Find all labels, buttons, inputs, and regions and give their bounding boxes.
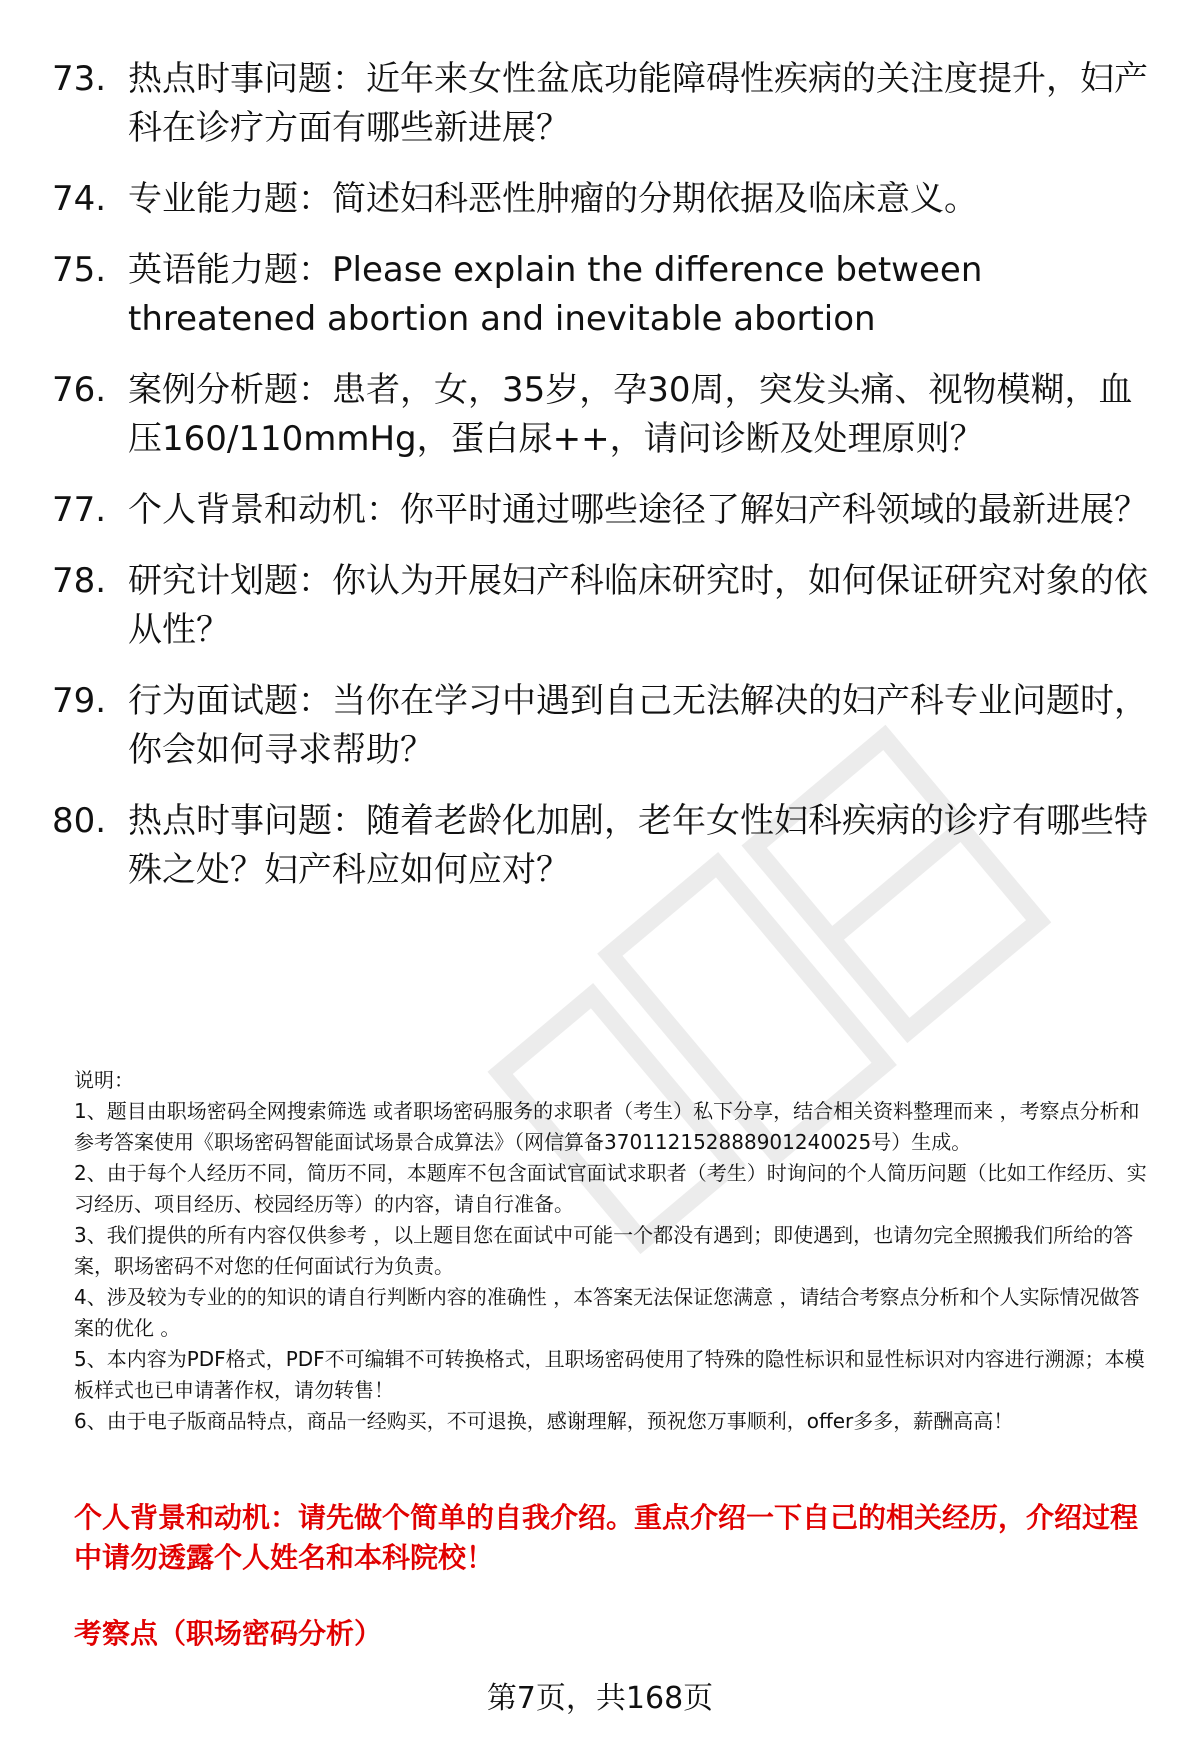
notes-section: [74, 1065, 1159, 1437]
question-text: 专业能力题：简述妇科恶性肿瘤的分期依据及临床意义。: [128, 179, 978, 219]
note-item: 4、涉及较为专业的的知识的请自行判断内容的准确性 ，本答案无法保证您满意 ，请结合考察点分析和个人实际情况做答案的优化 。: [74, 1285, 1140, 1340]
note-item: 3、我们提供的所有内容仅供参考 ，以上题目您在面试中可能一个都没有遇到；即使遇到，也请勿完全照搬我们所给的答案，职场密码不对您的任何面试行为负责。: [74, 1223, 1134, 1278]
question-text: 英语能力题：Please explain the difference between threatened abortion and inevitable abortion: [128, 250, 983, 339]
question-item: [52, 557, 1162, 655]
question-list: [52, 55, 1162, 895]
note-item: 1、题目由职场密码全网搜索筛选 或者职场密码服务的求职者（考生）私下分享，结合相关资料整理而来 ，考察点分析和参考答案使用《职场密码智能面试场景合成算法》（网信算备370112152888901240025号）生成。: [74, 1099, 1140, 1154]
question-number: 76.: [52, 370, 107, 410]
page-footer: 第7页，共168页: [486, 1681, 714, 1716]
question-number: 79.: [52, 681, 107, 721]
question-text: 案例分析题：患者，女，35岁，孕30周，突发头痛、视物模糊，血压160/110mmHg，蛋白尿++，请问诊断及处理原则？: [128, 370, 1133, 459]
question-number: 73.: [52, 59, 107, 99]
question-item: [52, 246, 1162, 344]
question-number: 78.: [52, 561, 107, 601]
question-number: 77.: [52, 490, 107, 530]
question-item: [52, 677, 1162, 775]
question-item: [52, 366, 1162, 464]
question-text: 热点时事问题：随着老龄化加剧，老年女性妇科疾病的诊疗有哪些特殊之处？妇产科应如何应对？: [128, 801, 1148, 890]
question-item: [52, 486, 1162, 535]
note-item: 2、由于每个人经历不同，简历不同，本题库不包含面试官面试求职者（考生）时询问的个人简历问题（比如工作经历、实习经历、项目经历、校园经历等）的内容，请自行准备。: [74, 1161, 1147, 1216]
question-text: 研究计划题：你认为开展妇产科临床研究时，如何保证研究对象的依从性？: [128, 561, 1148, 650]
question-item: [52, 797, 1162, 895]
question-text: 热点时事问题：近年来女性盆底功能障碍性疾病的关注度提升，妇产科在诊疗方面有哪些新进展？: [128, 59, 1148, 148]
notes-title: 说明：: [74, 1068, 134, 1092]
question-text: 行为面试题：当你在学习中遇到自己无法解决的妇产科专业问题时，你会如何寻求帮助？: [128, 681, 1148, 770]
question-text: 个人背景和动机：你平时通过哪些途径了解妇产科领域的最新进展？: [128, 490, 1148, 530]
question-item: [52, 55, 1162, 153]
question-number: 75.: [52, 250, 107, 290]
exam-point-heading: 考察点（职场密码分析）: [74, 1617, 383, 1650]
question-number: 74.: [52, 179, 107, 219]
question-item: [52, 175, 1162, 224]
question-number: 80.: [52, 801, 107, 841]
intro-question: 个人背景和动机：请先做个简单的自我介绍。重点介绍一下自己的相关经历，介绍过程中请勿透露个人姓名和本科院校！: [74, 1501, 1139, 1574]
note-item: 5、本内容为PDF格式，PDF不可编辑不可转换格式，且职场密码使用了特殊的隐性标识和显性标识对内容进行溯源；本模板样式也已申请著作权，请勿转售！: [74, 1347, 1145, 1402]
note-item: 6、由于电子版商品特点，商品一经购买，不可退换，感谢理解，预祝您万事顺利，offer多多，薪酬高高！: [74, 1409, 1014, 1433]
